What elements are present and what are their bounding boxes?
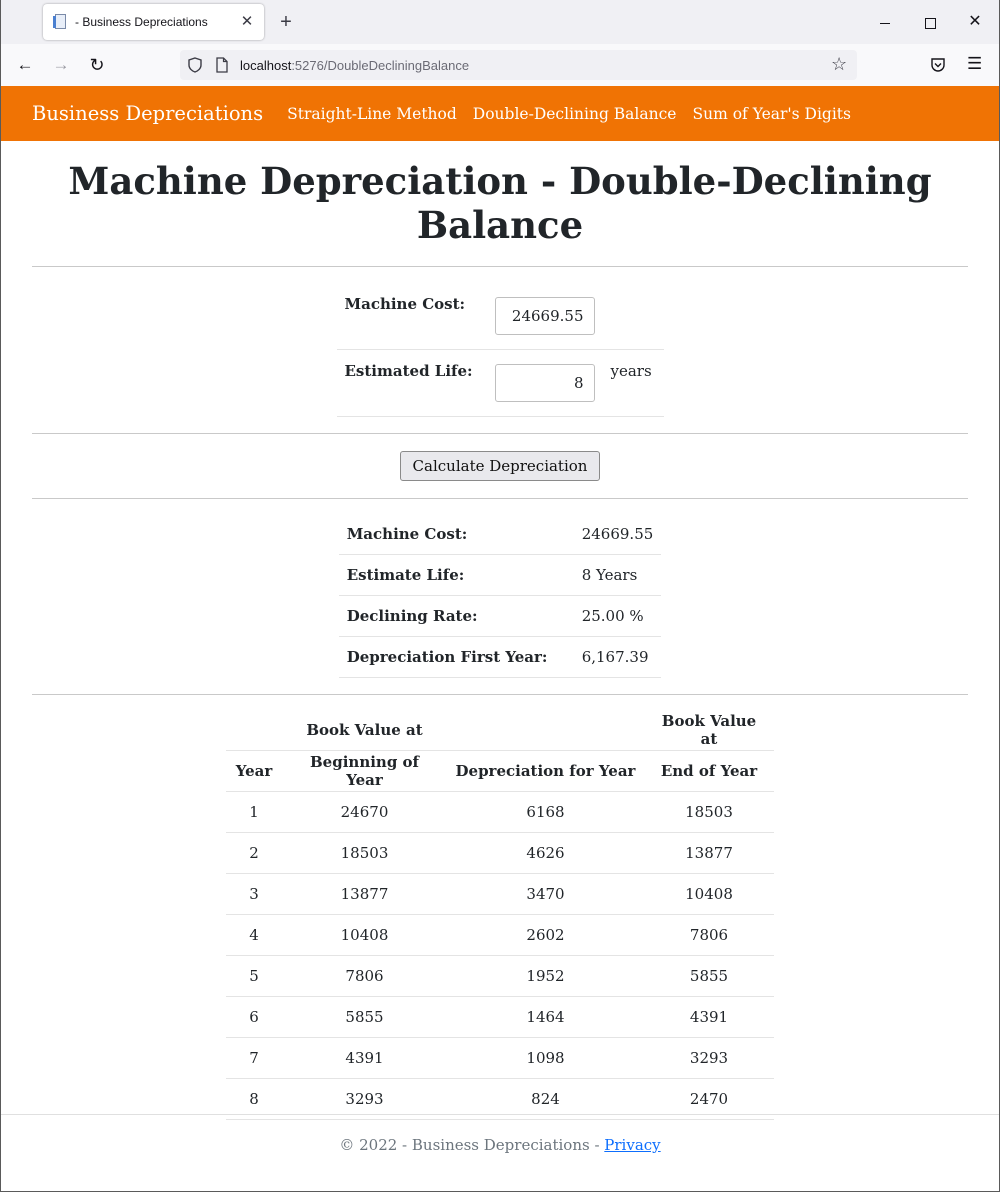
table-cell: 4: [226, 915, 282, 956]
summary-value: 8 Years: [574, 555, 662, 596]
table-cell: 18503: [644, 792, 774, 833]
table-body: [226, 792, 774, 1120]
depreciation-table: [226, 710, 774, 1120]
table-row: [226, 997, 774, 1038]
close-window-button[interactable]: ✕: [968, 13, 982, 30]
table-cell: 1952: [447, 956, 644, 997]
table-cell: 8: [226, 1079, 282, 1120]
summary-row: [339, 514, 662, 555]
summary-label: Machine Cost:: [339, 514, 574, 555]
summary-row: [339, 596, 662, 637]
tab-title: - Business Depreciations: [75, 15, 208, 29]
table-row: [226, 833, 774, 874]
table-cell: 5855: [282, 997, 447, 1038]
column-header-beginning: Beginning of Year: [282, 751, 447, 792]
table-cell: 4626: [447, 833, 644, 874]
new-tab-icon[interactable]: +: [280, 11, 292, 33]
nav-link-straight-line[interactable]: Straight-Line Method: [287, 104, 457, 123]
table-cell: 6: [226, 997, 282, 1038]
table-cell: 4391: [644, 997, 774, 1038]
calculate-depreciation-button[interactable]: Calculate Depreciation: [400, 451, 600, 481]
form-row-cost: [337, 283, 664, 350]
estimated-life-input[interactable]: [495, 364, 595, 402]
summary-value: 24669.55: [574, 514, 662, 555]
url-bar[interactable]: [180, 50, 857, 80]
table-cell: 3470: [447, 874, 644, 915]
summary-row: [339, 637, 662, 678]
favicon-icon: [53, 14, 67, 30]
column-header: Book Value at: [282, 710, 447, 751]
minimize-window-button[interactable]: [870, 8, 900, 36]
page-icon[interactable]: [216, 57, 228, 73]
table-cell: 3: [226, 874, 282, 915]
url-path: :5276/DoubleDecliningBalance: [291, 57, 470, 73]
brand-link[interactable]: Business Depreciations: [32, 102, 264, 125]
column-header-depreciation: Depreciation for Year: [447, 751, 644, 792]
table-cell: 3293: [644, 1038, 774, 1079]
browser-tab[interactable]: [43, 4, 264, 40]
machine-cost-label: Machine Cost:: [337, 283, 487, 350]
summary-label: Estimate Life:: [339, 555, 574, 596]
estimated-life-label: Estimated Life:: [337, 350, 487, 417]
copyright-text: © 2022 - Business Depreciations -: [339, 1136, 605, 1154]
summary-value: 6,167.39: [574, 637, 662, 678]
table-cell: 7806: [282, 956, 447, 997]
app-header: [0, 86, 1000, 141]
table-row: [226, 956, 774, 997]
footer-text: [0, 1136, 1000, 1154]
table-cell: 7: [226, 1038, 282, 1079]
summary-row: [339, 555, 662, 596]
forward-icon[interactable]: →: [52, 55, 70, 74]
table-cell: 1098: [447, 1038, 644, 1079]
machine-cost-input[interactable]: [495, 297, 595, 335]
table-cell: 13877: [644, 833, 774, 874]
nav-link-double-declining[interactable]: Double-Declining Balance: [472, 104, 677, 123]
close-tab-icon[interactable]: ✕: [240, 13, 254, 30]
table-cell: 5855: [644, 956, 774, 997]
url-host: localhost: [240, 57, 292, 73]
nav-link-sum-of-years[interactable]: Sum of Year's Digits: [692, 104, 851, 123]
browser-nav-bar: [0, 44, 1000, 87]
main-content: [32, 141, 968, 1120]
years-unit-label: years: [603, 350, 664, 417]
table-cell: 2470: [644, 1079, 774, 1120]
table-row: [226, 915, 774, 956]
input-form: [337, 283, 664, 417]
table-cell: 824: [447, 1079, 644, 1120]
column-header-year: Year: [226, 751, 282, 792]
bookmark-star-icon[interactable]: ☆: [831, 54, 848, 74]
table-header-row: [226, 751, 774, 792]
privacy-link[interactable]: Privacy: [604, 1136, 661, 1154]
table-cell: 13877: [282, 874, 447, 915]
summary-value: 25.00 %: [574, 596, 662, 637]
table-cell: 1464: [447, 997, 644, 1038]
main-nav: [279, 105, 859, 123]
summary-table: [339, 514, 662, 678]
table-header-row: [226, 710, 774, 751]
table-cell: 6168: [447, 792, 644, 833]
table-row: [226, 1038, 774, 1079]
reload-icon[interactable]: ↻: [89, 55, 105, 75]
table-row: [226, 874, 774, 915]
table-cell: 10408: [644, 874, 774, 915]
table-cell: 3293: [282, 1079, 447, 1120]
table-cell: 4391: [282, 1038, 447, 1079]
table-cell: 1: [226, 792, 282, 833]
page-title: Machine Depreciation - Double-Declining Balance: [68, 159, 932, 247]
column-header: [226, 710, 282, 751]
browser-tab-bar: [0, 0, 1000, 44]
column-header-end: End of Year: [644, 751, 774, 792]
table-cell: 2602: [447, 915, 644, 956]
summary-label: Depreciation First Year:: [339, 637, 574, 678]
table-row: [226, 792, 774, 833]
table-cell: 24670: [282, 792, 447, 833]
column-header: [447, 710, 644, 751]
form-row-life: [337, 350, 664, 417]
table-cell: 7806: [644, 915, 774, 956]
table-cell: 10408: [282, 915, 447, 956]
pocket-icon[interactable]: [930, 57, 946, 73]
table-cell: 5: [226, 956, 282, 997]
hamburger-menu-icon[interactable]: ☰: [967, 54, 983, 73]
table-cell: 18503: [282, 833, 447, 874]
button-row: [32, 434, 968, 498]
maximize-window-button[interactable]: [915, 8, 945, 36]
column-header: Book Value at: [644, 710, 774, 751]
table-cell: 2: [226, 833, 282, 874]
shield-icon[interactable]: [188, 57, 202, 73]
footer: [0, 1114, 1000, 1193]
summary-label: Declining Rate:: [339, 596, 574, 637]
back-icon[interactable]: ←: [16, 55, 34, 74]
